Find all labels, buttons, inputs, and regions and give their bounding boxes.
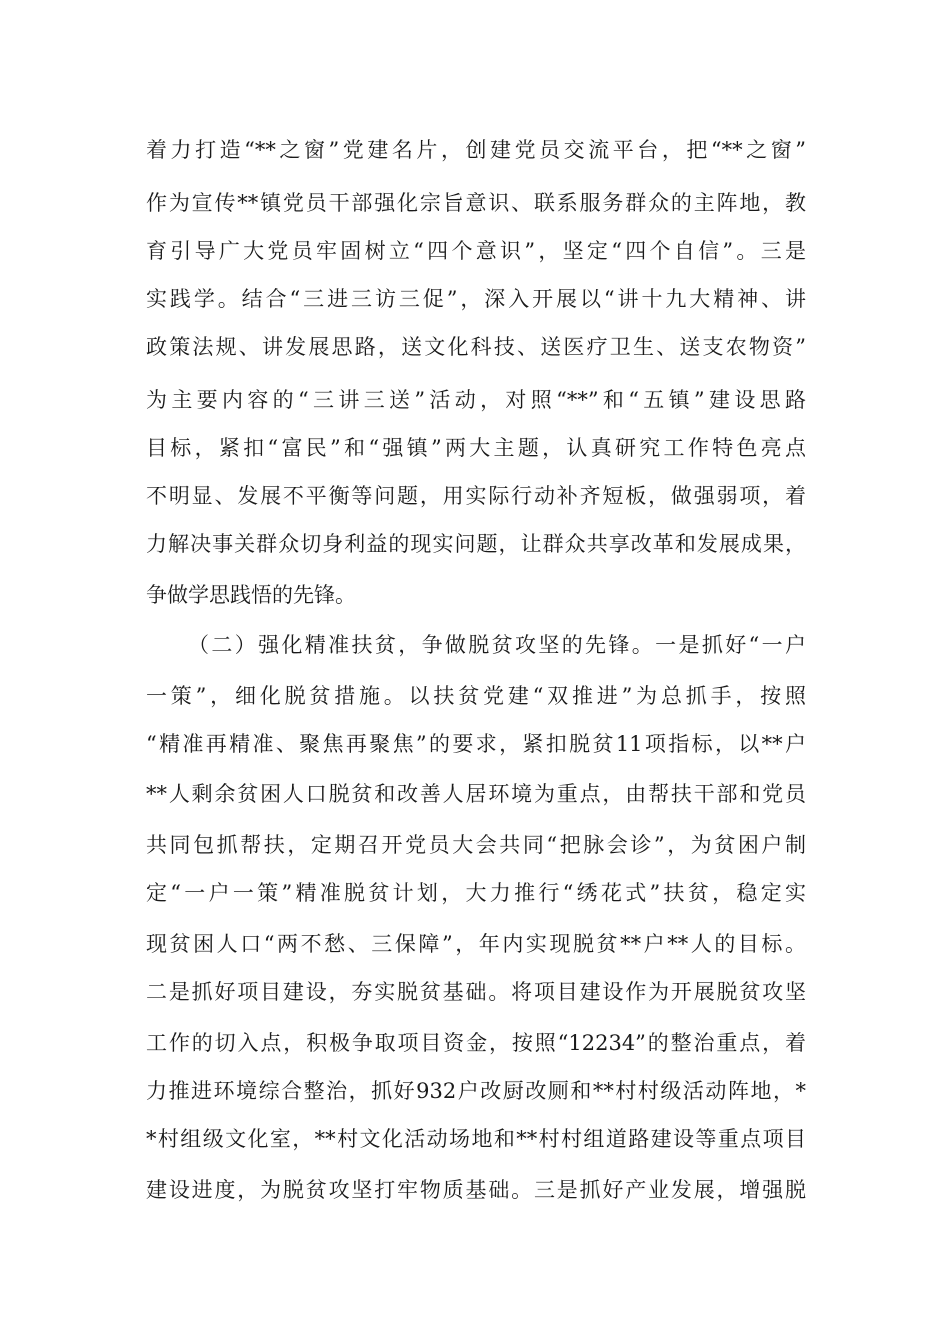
section-heading-line: （二）强化精准扶贫，争做脱贫攻坚的先锋。一是抓好“一户	[188, 633, 806, 657]
body-text-line: *村组级文化室，**村文化活动场地和**村村组道路建设等重点项目	[146, 1127, 806, 1151]
body-text-line: 定“一户一策”精准脱贫计划，大力推行“绣花式”扶贫，稳定实	[146, 881, 806, 905]
body-text-line: 政策法规、讲发展思路，送文化科技、送医疗卫生、送支农物资”	[146, 335, 806, 359]
body-text-line: 力推进环境综合整治，抓好932户改厨改厕和**村村级活动阵地，*	[146, 1079, 806, 1103]
body-text-line: 建设进度，为脱贫攻坚打牢物质基础。三是抓好产业发展，增强脱	[146, 1178, 806, 1202]
body-text-line: 不明显、发展不平衡等问题，用实际行动补齐短板，做强弱项，着	[146, 484, 806, 508]
body-text-line: 现贫困人口“两不愁、三保障”，年内实现脱贫**户**人的目标。	[146, 932, 806, 956]
body-text-line: 工作的切入点，积极争取项目资金，按照“12234”的整治重点，着	[146, 1031, 806, 1055]
body-text-line: 二是抓好项目建设，夯实脱贫基础。将项目建设作为开展脱贫攻坚	[146, 980, 806, 1004]
body-text-line: 育引导广大党员牢固树立“四个意识”，坚定“四个自信”。三是	[146, 239, 806, 263]
body-text-line: 共同包抓帮扶，定期召开党员大会共同“把脉会诊”，为贫困户制	[146, 833, 806, 857]
body-text-line: 目标，紧扣“富民”和“强镇”两大主题，认真研究工作特色亮点	[146, 436, 806, 460]
body-text-line: 着力打造“**之窗”党建名片，创建党员交流平台，把“**之窗”	[146, 138, 806, 162]
body-text-line: 作为宣传**镇党员干部强化宗旨意识、联系服务群众的主阵地，教	[146, 191, 806, 215]
body-text-line: 争做学思践悟的先锋。	[146, 583, 356, 607]
body-text-line: 为主要内容的“三讲三送”活动，对照“**”和“五镇”建设思路	[146, 388, 806, 412]
body-text-line: 力解决事关群众切身利益的现实问题，让群众共享改革和发展成果，	[146, 532, 806, 556]
body-text-line: 实践学。结合“三进三访三促”，深入开展以“讲十九大精神、讲	[146, 287, 806, 311]
body-text-line: “精准再精准、聚焦再聚焦”的要求，紧扣脱贫11项指标，以**户	[146, 732, 806, 756]
body-text-line: 一策”，细化脱贫措施。以扶贫党建“双推进”为总抓手，按照	[146, 684, 806, 708]
body-text-line: **人剩余贫困人口脱贫和改善人居环境为重点，由帮扶干部和党员	[146, 782, 806, 806]
